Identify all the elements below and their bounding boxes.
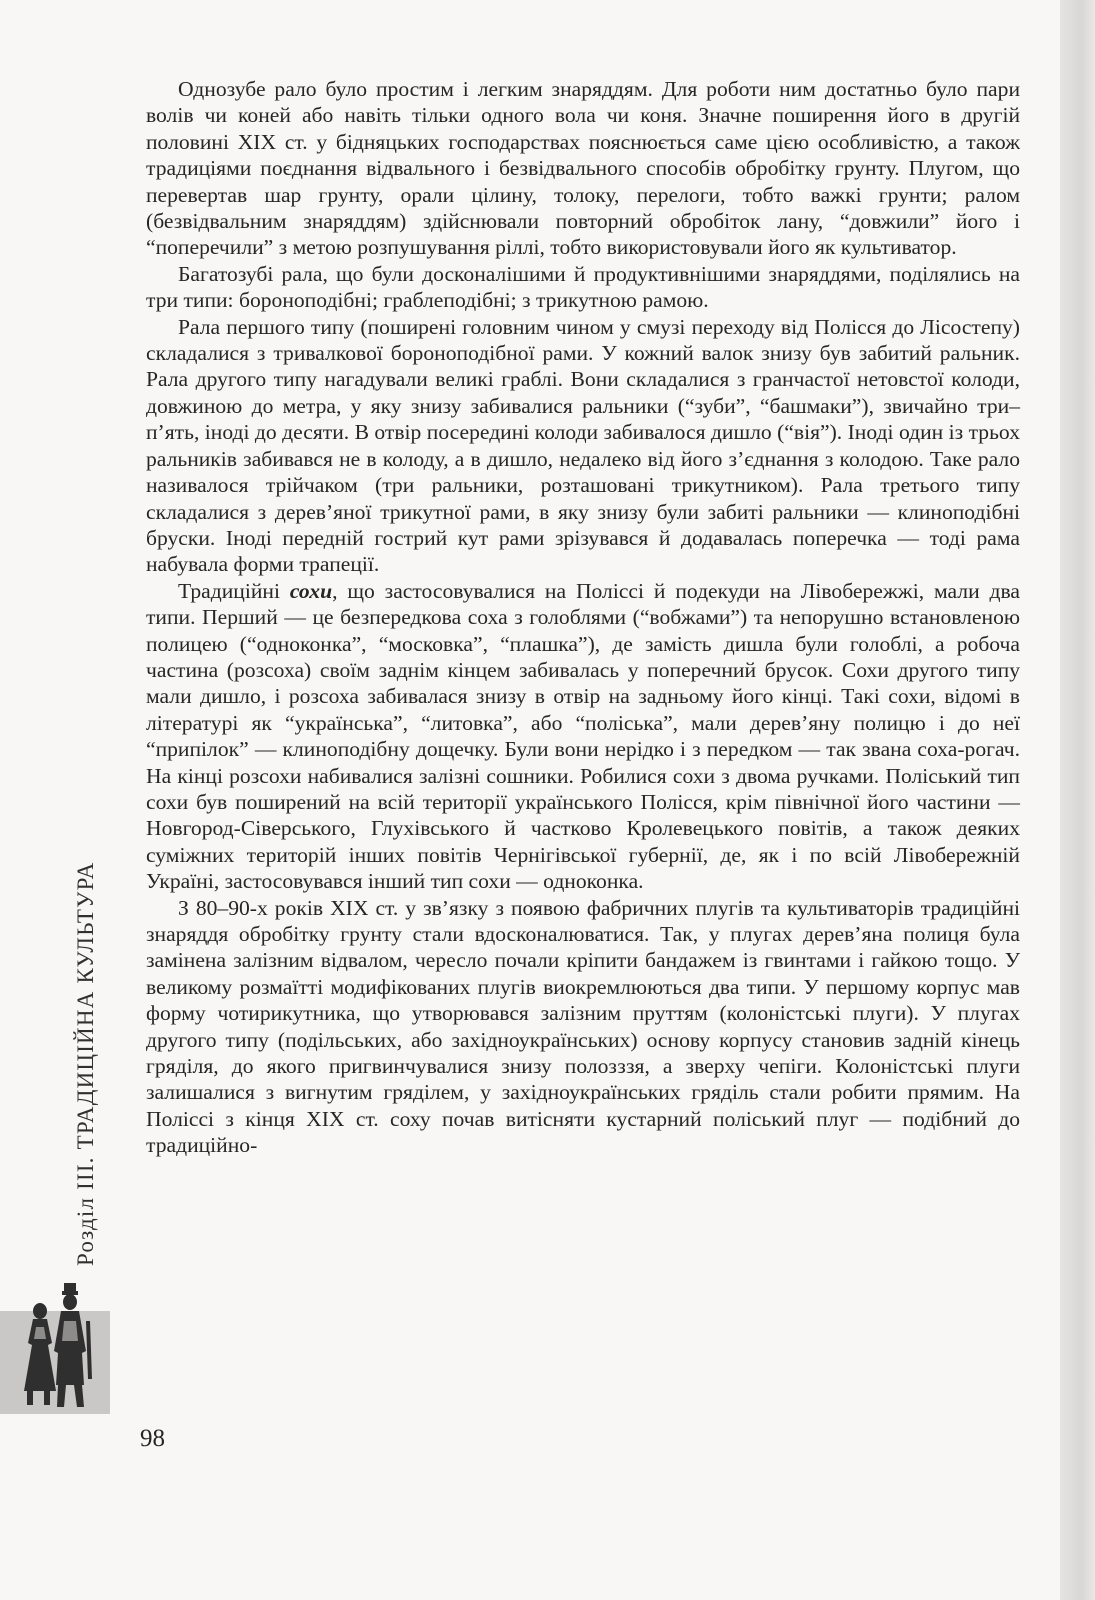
folk-figures-icon — [0, 1281, 110, 1414]
paragraph-5: З 80–90-х років XIX ст. у зв’язку з появою фабричних плугів та культиваторів традиційні знаряддя обробітку грунту стали вдосконалюватися. Так, у плугах дерев’яна полиця була замінена залізним відвалом, чересло почали кріпити бандажем із гвинтами і гайкою тощо. У великому розмаїтті модифікованих плугів виокремлюються два типи. У першому корпус мав форму чотирикутника, що утворювався залізним пруттям (колоністські плуги). У плугах другого типу (подільських, або західноукраїнських) основу корпусу становив задній кінець гряділя, до якого пригвинчувалися знизу полозззя, а зверху чепіги. Колоністські плуги залишалися з вигнутим гряділем, у західноукраїнських гряділь стали робити прямим. На Поліссі з кінця XIX ст. соху почав витісняти кустарний поліський плуг — подібний до традиційно- — [146, 895, 1020, 1158]
paragraph-4 — [146, 578, 1020, 895]
main-text — [146, 76, 1020, 1159]
paragraph-4-rest: , що застосовувалися на Поліссі й подекуди на Лівобережжі, мали два типи. Перший — це безпередкова соха з голоблями (“вобжами”) та непорушно встановленою полицею (“одноконка”, “московка”, “плашка”), де замість дишла були голоблі, а робоча частина (розсоха) своїм заднім кінцем забивалась у поперечний брусок. Сохи другого типу мали дишло, і розсоха забивалася знизу в отвір на задньому його кінці. Такі сохи, відомі в літературі як “українська”, “литовка”, або “поліська”, мали дерев’яну полицю і до неї “припілок” — клиноподібну дощечку. Були вони нерідко і з передком — так звана соха-рогач. На кінці розсохи набивалися залізні сошники. Робилися сохи з двома ручками. Поліський тип сохи був поширений на всій території українського Полісся, крім північної його частини — Новгород-Сіверського, Глухівського й частково Кролевецького повітів, а також деяких суміжних територій інших повітів Чернігівської губернії, де, як і по всій Лівобережній Україні, застосовувався інший тип сохи — одноконка. — [146, 578, 1021, 894]
paragraph-4-start: Традиційні — [178, 578, 290, 603]
section-title: Розділ III. ТРАДИЦІЙНА КУЛЬТУРА — [73, 861, 98, 1266]
paragraph-2: Багатозубі рала, що були досконалішими й продуктивнішими знаряддями, поділялись на три типи: бороноподібні; граблеподібні; з трикутною рамою. — [146, 261, 1020, 313]
paragraph-3: Рала першого типу (поширені головним чином у смузі переходу від Полісся до Лісостепу) складалися з тривалкової бороноподібної рами. У кожний валок знизу був забитий ральник. Рала другого типу нагадували великі граблі. Вони складалися з гранчастої нетовстої колоди, довжиною до метра, у яку знизу забивалися ральники (“зуби”, “башмаки”), звичайно три–п’ять, іноді до десяти. В отвір посередині колоди забивалося дишло (“вія”). Іноді один із трьох ральників забивався не в колоду, а в дишло, недалеко від його з’єднання з колодою. Таке рало називалося трійчаком (три ральники, розташовані трикутником). Рала третього типу складалися з дерев’яної трикутної рами, в яку знизу були забиті ральники — клиноподібні бруски. Іноді передній гострий кут рами зрізувався й додавалась поперечка — тоді рама набувала форми трапеції. — [146, 314, 1020, 577]
paragraph-1: Однозубе рало було простим і легким знаряддям. Для роботи ним достатньо було пари волів чи коней або навіть тільки одного вола чи коня. Значне поширення його в другій половині XIX ст. у бідняцьких господарствах пояснюється саме цією особливістю, а також традиціями поєднання відвального і безвідвального способів обробітку грунту. Плугом, що перевертав шар грунту, орали цілину, толоку, перелоги, тобто важкі грунти; ралом (безвідвальним знаряддям) здійснювали повторний обробіток лану, “довжили” його і “поперечили” з метою розпушування ріллі, тобто використовували його як культиватор. — [146, 77, 1020, 260]
emphasized-term: сохи — [289, 578, 333, 603]
page-edge — [1060, 0, 1095, 1600]
page-number: 98 — [140, 1425, 165, 1452]
